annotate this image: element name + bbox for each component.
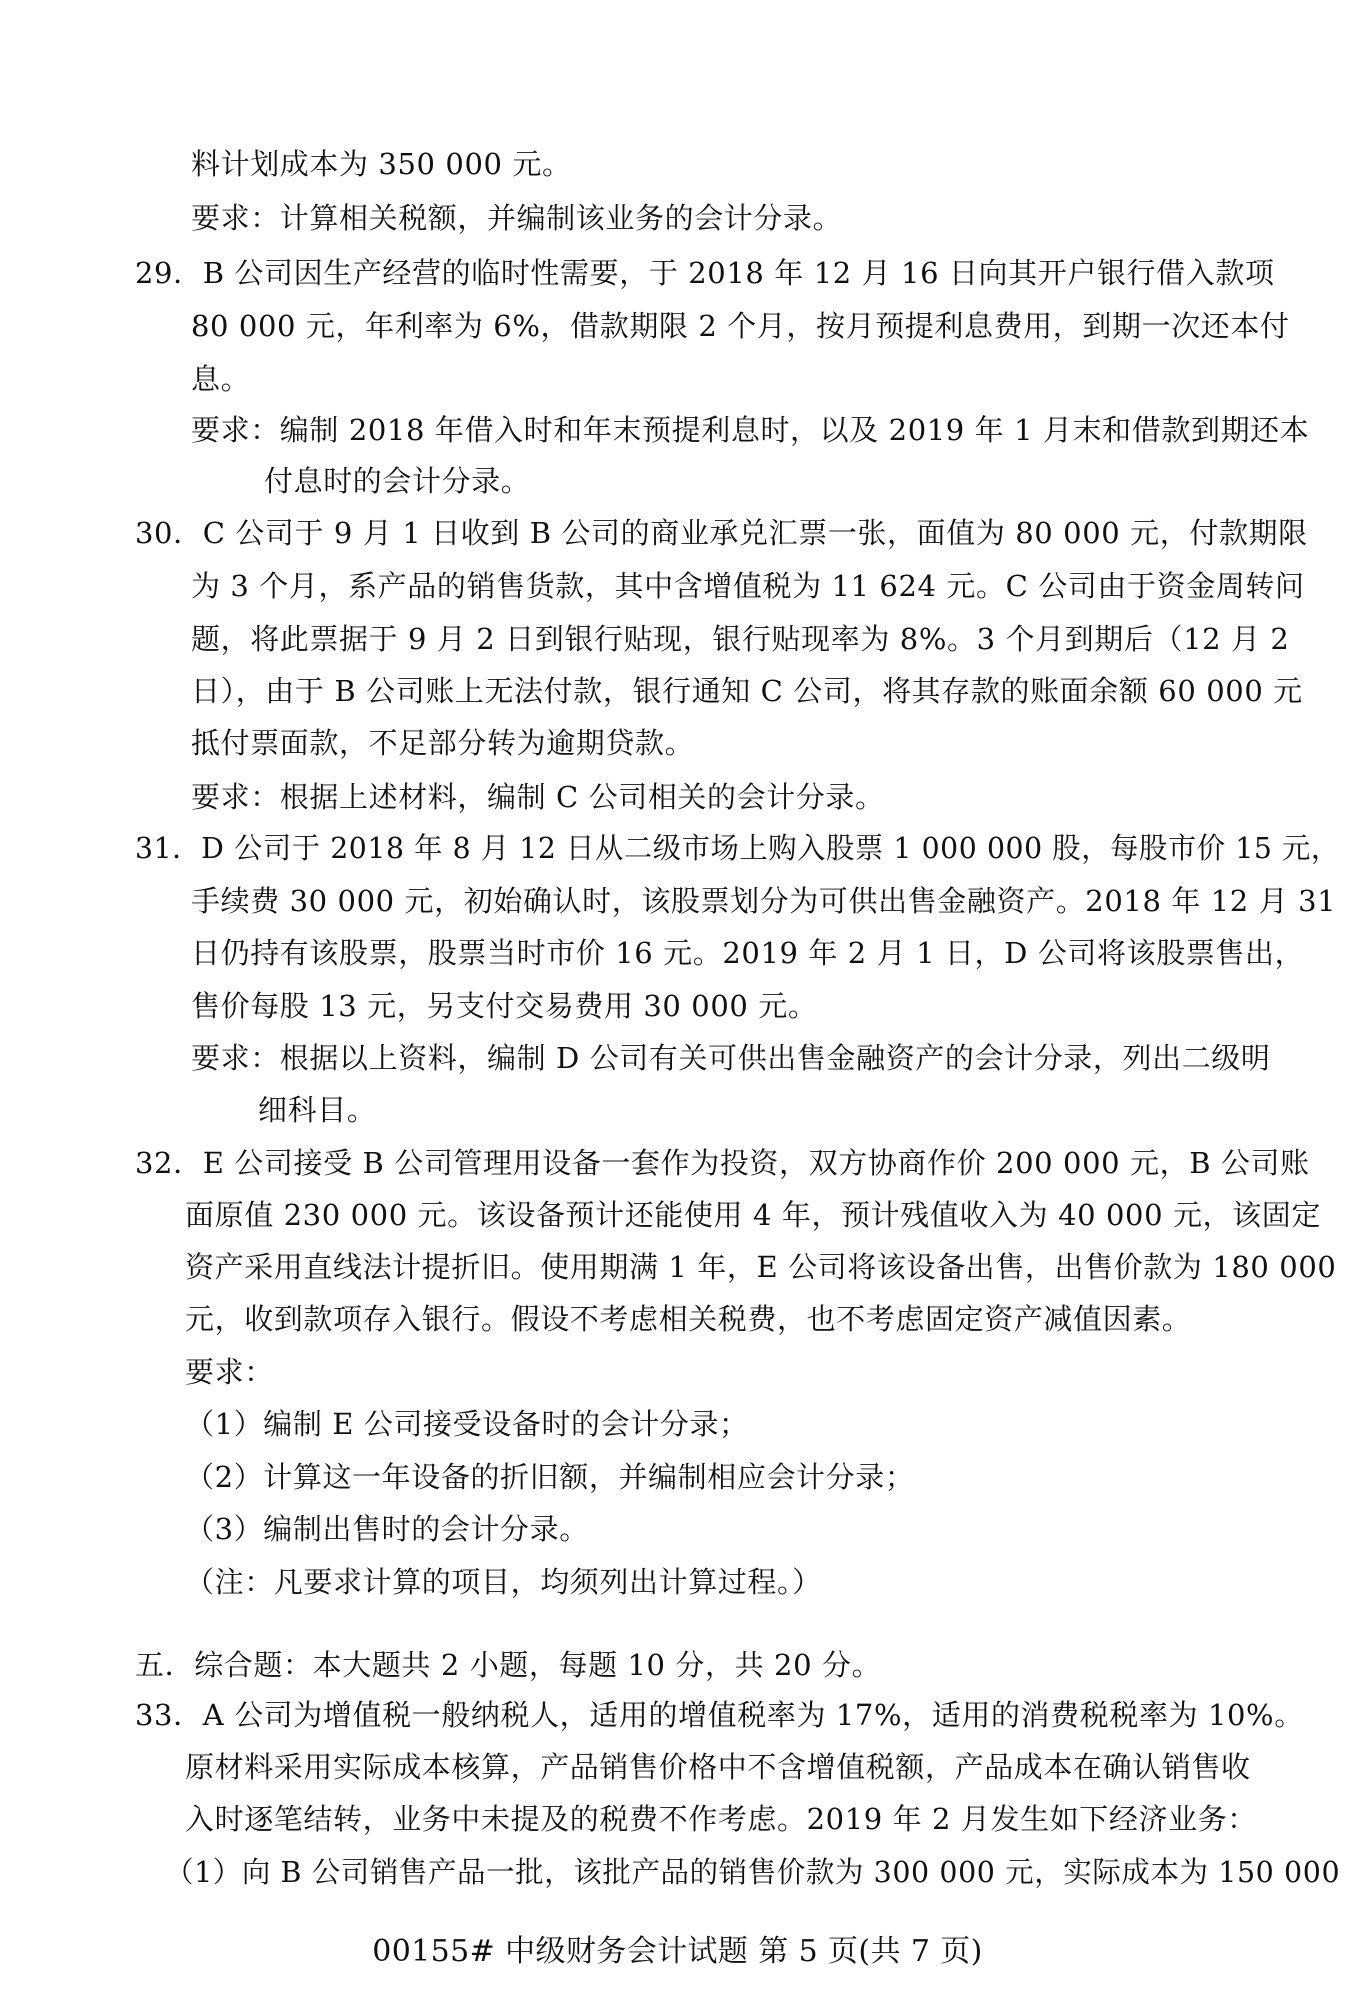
q32-requirement-title: 要求： [185, 1355, 274, 1389]
q33-line-1: 33．A 公司为增值税一般纳税人，适用的增值税率为 17%，适用的消费税税率为 10%。 [135, 1698, 1304, 1732]
q31-requirement-1: 要求：根据以上资料，编制 D 公司有关可供出售金融资产的会计分录，列出二级明 [191, 1041, 1271, 1075]
section-5-heading: 五．综合题：本大题共 2 小题，每题 10 分，共 20 分。 [135, 1648, 882, 1682]
q29-line-2: 80 000 元，年利率为 6%，借款期限 2 个月，按月预提利息费用，到期一次还本付 [191, 309, 1290, 343]
q31-line-1: 31．D 公司于 2018 年 8 月 12 日从二级市场上购入股票 1 000 000 股，每股市价 15 元， [135, 831, 1340, 865]
q30-line-3: 题，将此票据于 9 月 2 日到银行贴现，银行贴现率为 8%。3 个月到期后（12 月 2 [191, 622, 1290, 656]
q32-note: （注：凡要求计算的项目，均须列出计算过程。） [185, 1565, 822, 1599]
q31-line-2: 手续费 30 000 元，初始确认时，该股票划分为可供出售金融资产。2018 年 12 月 31 [191, 884, 1337, 918]
q30-line-4: 日），由于 B 公司账上无法付款，银行通知 C 公司，将其存款的账面余额 60 000 元 [191, 674, 1303, 708]
q30-requirement: 要求：根据上述材料，编制 C 公司相关的会计分录。 [191, 780, 885, 814]
q32-line-1: 32．E 公司接受 B 公司管理用设备一套作为投资，双方协商作价 200 000 元，B 公司账 [135, 1146, 1310, 1180]
q33-item-1: （1）向 B 公司销售产品一批，该批产品的销售价款为 300 000 元，实际成本为 150 000 [165, 1855, 1341, 1889]
q30-line-2: 为 3 个月，系产品的销售货款，其中含增值税为 11 624 元。C 公司由于资金周转问 [191, 569, 1305, 603]
q29-line-3: 息。 [191, 362, 251, 396]
q32-line-3: 资产采用直线法计提折旧。使用期满 1 年，E 公司将该设备出售，出售价款为 180 000 [185, 1250, 1337, 1284]
q29-requirement-1: 要求：编制 2018 年借入时和年末预提利息时，以及 2019 年 1 月末和借款到期还本 [191, 413, 1310, 447]
q30-line-1: 30．C 公司于 9 月 1 日收到 B 公司的商业承兑汇票一张，面值为 80 000 元，付款期限 [135, 516, 1308, 550]
q32-line-4: 元，收到款项存入银行。假设不考虑相关税费，也不考虑固定资产减值因素。 [185, 1302, 1192, 1336]
q32-requirement-item-2: （2）计算这一年设备的折旧额，并编制相应会计分录； [185, 1460, 915, 1494]
q29-requirement-2: 付息时的会计分录。 [264, 464, 531, 498]
q32-requirement-item-1: （1）编制 E 公司接受设备时的会计分录； [185, 1407, 749, 1441]
q28-continuation: 料计划成本为 350 000 元。 [191, 147, 572, 181]
q33-line-2: 原材料采用实际成本核算，产品销售价格中不含增值税额，产品成本在确认销售收 [185, 1750, 1251, 1784]
q32-requirement-item-3: （3）编制出售时的会计分录。 [185, 1512, 589, 1546]
q31-line-4: 售价每股 13 元，另支付交易费用 30 000 元。 [191, 989, 818, 1023]
q29-line-1: 29．B 公司因生产经营的临时性需要，于 2018 年 12 月 16 日向其开户银行借入款项 [135, 256, 1275, 290]
q33-line-3: 入时逐笔结转，业务中未提及的税费不作考虑。2019 年 2 月发生如下经济业务： [185, 1802, 1257, 1836]
q32-line-2: 面原值 230 000 元。该设备预计还能使用 4 年，预计残值收入为 40 000 元，该固定 [185, 1198, 1321, 1232]
q31-requirement-2: 细科目。 [258, 1093, 377, 1127]
q31-line-3: 日仍持有该股票，股票当时市价 16 元。2019 年 2 月 1 日，D 公司将该股票售出， [191, 936, 1305, 970]
page-footer: 00155# 中级财务会计试题 第 5 页(共 7 页) [372, 1934, 983, 1969]
q28-requirement: 要求：计算相关税额，并编制该业务的会计分录。 [191, 201, 843, 235]
q30-line-5: 抵付票面款，不足部分转为逾期贷款。 [191, 726, 695, 760]
